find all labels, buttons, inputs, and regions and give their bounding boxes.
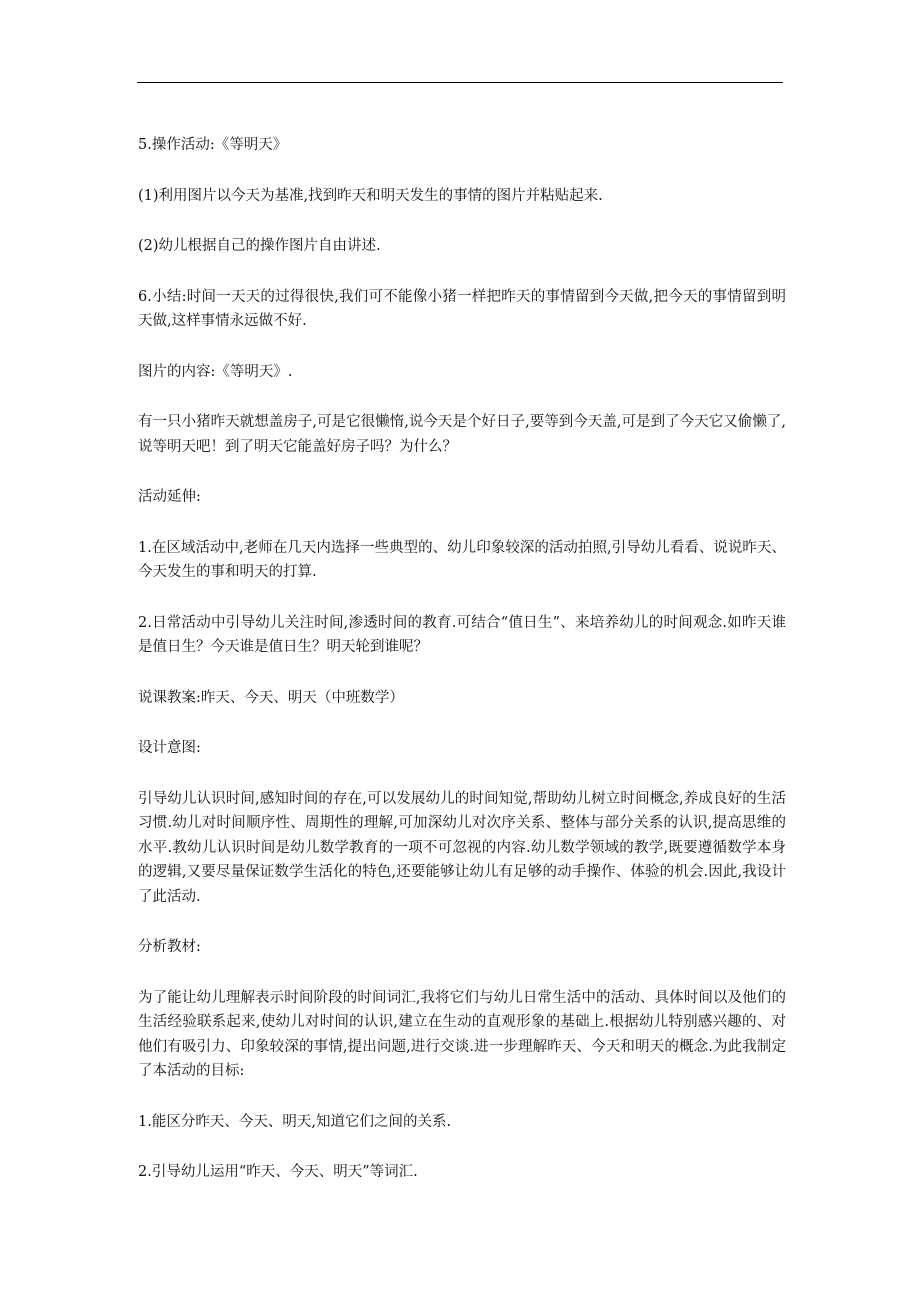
picture-content-heading: 图片的内容:《等明天》. [138,363,293,380]
step-5-item-2: (2)幼儿根据自己的操作图片自由讲述. [138,238,381,254]
step-5-heading: 5.操作活动:《等明天》 [138,137,288,153]
header-rule [137,82,783,83]
design-intent-heading: 设计意图: [138,740,201,756]
step-5-item-1: (1)利用图片以今天为基准,找到昨天和明天发生的事情的图片并粘贴起来. [138,187,603,204]
lesson-title: 说课教案:昨天、今天、明天（中班数学） [138,689,404,706]
summary-paragraph: 6.小结:时间一天天的过得很快,我们可不能像小猪一样把昨天的事情留到今天做,把今天的事情留到明天做,这样事情永远做不好. [138,288,786,329]
extension-item-1: 1.在区域活动中,老师在几天内选择一些典型的、幼儿印象较深的活动拍照,引导幼儿看看、说说昨天、今天发生的事和明天的打算. [138,539,786,580]
document-body [138,133,786,1211]
extension-item-2: 2.日常活动中引导幼儿关注时间,渗透时间的教育.可结合“值日生”、来培养幼儿的时间观念.如昨天谁是值日生？今天谁是值日生？明天轮到谁呢？ [138,614,786,655]
activity-extension-heading: 活动延伸: [138,489,201,505]
design-intent-paragraph: 引导幼儿认识时间,感知时间的存在,可以发展幼儿的时间知觉,帮助幼儿树立时间概念,养成良好的生活习惯.幼儿对时间顺序性、周期性的理解,可加深幼儿对次序关系、整体与部分关系的认识,提高思维的水平.教幼儿认识时间是幼儿数学教育的一项不可忽视的内容.幼儿数学领域的教学,既要遵循数学本身的逻辑,又要尽量保证数学生活化的特色,还要能够让幼儿有足够的动手操作、体验的机会.因此,我设计了此活动. [138,790,786,905]
goal-item-1: 1.能区分昨天、今天、明天,知道它们之间的关系. [138,1113,452,1130]
material-analysis-heading: 分析教材: [138,939,201,955]
material-analysis-paragraph: 为了能让幼儿理解表示时间阶段的时间词汇,我将它们与幼儿日常生活中的活动、具体时间以及他们的生活经验联系起来,使幼儿对时间的认识,建立在生动的直观形象的基础上.根据幼儿特别感兴趣的、对他们有吸引力、印象较深的事情,提出问题,进行交谈.进一步理解昨天、今天和明天的概念.为此我制定了本活动的目标: [138,989,786,1079]
story-paragraph: 有一只小猪昨天就想盖房子,可是它很懒惰,说今天是个好日子,要等到今天盖,可是到了今天它又偷懒了,说等明天吧！到了明天它能盖好房子吗？为什么？ [138,414,786,455]
goal-item-2: 2.引导幼儿运用“昨天、今天、明天”等词汇. [138,1164,418,1180]
